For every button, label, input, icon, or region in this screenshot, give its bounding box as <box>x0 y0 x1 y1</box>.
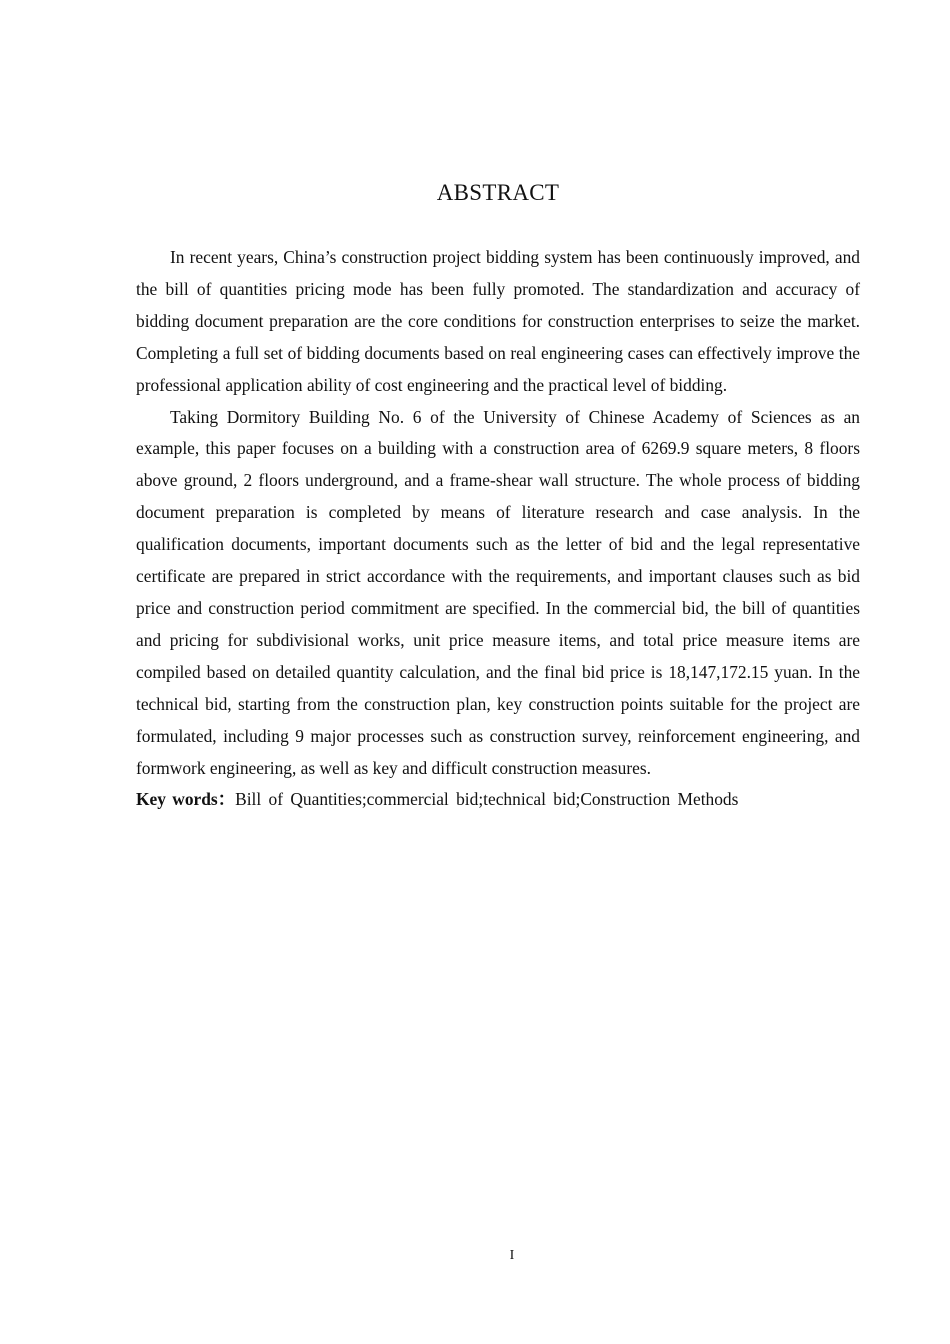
keywords-text: Bill of Quantities;commercial bid;technical bid;Construction Methods <box>235 789 739 810</box>
abstract-paragraph-2: Taking Dormitory Building No. 6 of the University of Chinese Academy of Sciences as an example, this paper focuses on a building with a construction area of 6269.9 square meters, 8 floors above ground, 2 floors underground, and a frame-shear wall structure. The whole process of bidding document preparation is completed by means of literature research and case analysis. In the qualification documents, important documents such as the letter of bid and the legal representative certificate are prepared in strict accordance with the requirements, and important clauses such as bid price and construction period commitment are specified. In the commercial bid, the bill of quantities and pricing for subdivisional works, unit price measure items, and total price measure items are compiled based on detailed quantity calculation, and the final bid price is 18,147,172.15 yuan. In the technical bid, starting from the construction plan, key construction points suitable for the project are formulated, including 9 major processes such as construction survey, reinforcement engineering, and formwork engineering, as well as key and difficult construction measures. <box>136 406 860 778</box>
abstract-body <box>136 242 860 816</box>
abstract-paragraph-1: In recent years, China’s construction project bidding system has been continuously improved, and the bill of quantities pricing mode has been fully promoted. The standardization and accuracy of bidding document preparation are the core conditions for construction enterprises to seize the market. Completing a full set of bidding documents based on real engineering cases can effectively improve the professional application ability of cost engineering and the practical level of bidding. <box>136 247 860 395</box>
keywords-label: Key words： <box>136 789 236 810</box>
abstract-title: ABSTRACT <box>436 180 560 205</box>
keywords-line <box>136 784 860 816</box>
page-number: I <box>509 1248 515 1263</box>
